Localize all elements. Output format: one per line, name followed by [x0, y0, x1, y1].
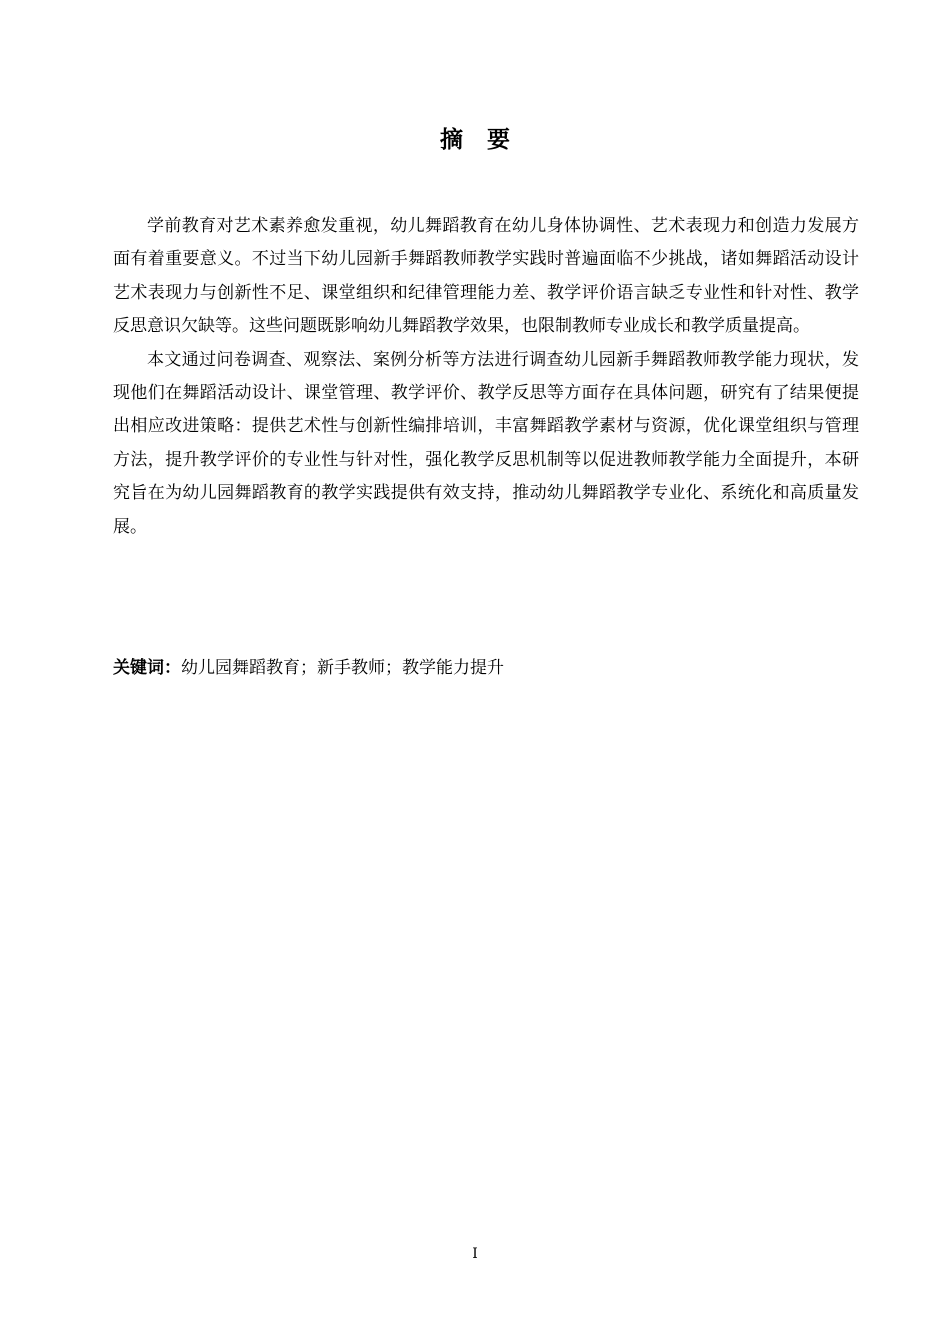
keywords-label: 关键词： — [113, 658, 181, 678]
title-char-2: 要 — [487, 127, 510, 153]
title-char-1: 摘 — [440, 127, 463, 153]
keywords-text: 幼儿园舞蹈教育；新手教师；教学能力提升 — [181, 658, 504, 678]
keywords-line — [113, 652, 859, 685]
page-number: I — [472, 1246, 478, 1262]
abstract-body — [113, 210, 859, 544]
page-title — [0, 122, 950, 158]
abstract-paragraph-1: 学前教育对艺术素养愈发重视，幼儿舞蹈教育在幼儿身体协调性、艺术表现力和创造力发展方面有着重要意义。不过当下幼儿园新手舞蹈教师教学实践时普遍面临不少挑战，诸如舞蹈活动设计艺术表现力与创新性不足、课堂组织和纪律管理能力差、教学评价语言缺乏专业性和针对性、教学反思意识欠缺等。这些问题既影响幼儿舞蹈教学效果，也限制教师专业成长和教学质量提高。 — [113, 216, 859, 337]
abstract-paragraph-2: 本文通过问卷调查、观察法、案例分析等方法进行调查幼儿园新手舞蹈教师教学能力现状，发现他们在舞蹈活动设计、课堂管理、教学评价、教学反思等方面存在具体问题，研究有了结果便提出相应改进策略：提供艺术性与创新性编排培训，丰富舞蹈教学素材与资源，优化课堂组织与管理方法，提升教学评价的专业性与针对性，强化教学反思机制等以促进教师教学能力全面提升，本研究旨在为幼儿园舞蹈教育的教学实践提供有效支持，推动幼儿舞蹈教学专业化、系统化和高质量发展。 — [113, 349, 859, 537]
